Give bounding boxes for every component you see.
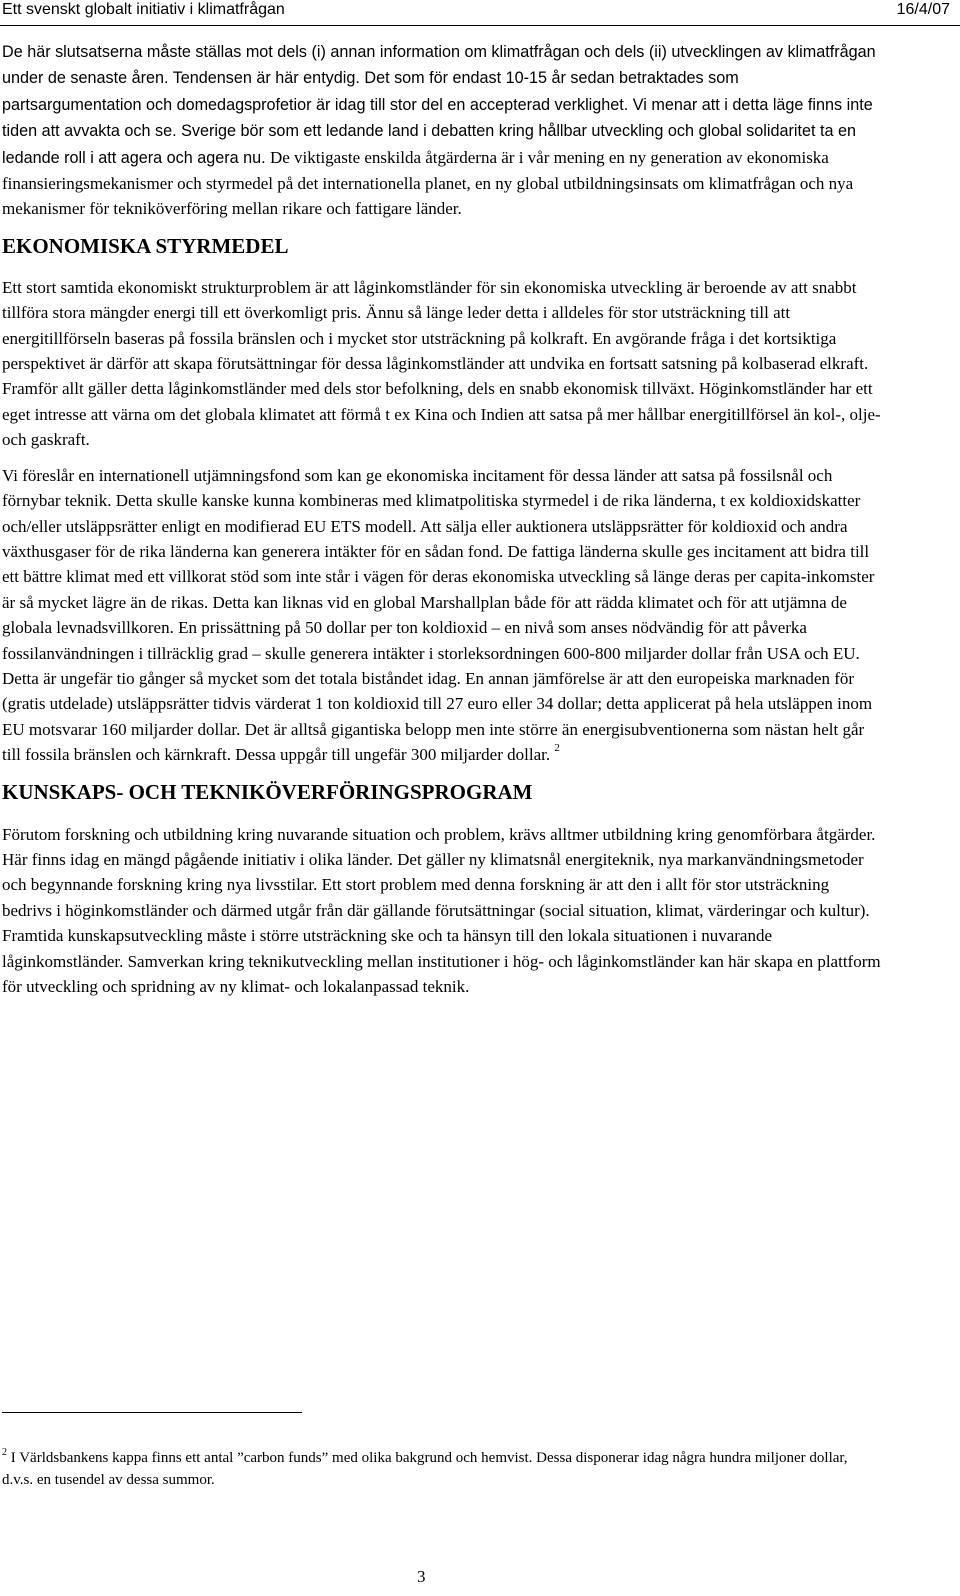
- footnote: [2, 1447, 882, 1491]
- footnote-divider: [2, 1412, 302, 1413]
- document-title: Ett svenskt globalt initiativ i klimatfrågan: [2, 1, 285, 18]
- section-heading-ekonomiska-styrmedel: EKONOMISKA STYRMEDEL: [2, 233, 289, 258]
- section-heading-kunskaps-och-teknikoverforingsprogram: KUNSKAPS- OCH TEKNIKÖVERFÖRINGSPROGRAM: [2, 779, 533, 804]
- section2-paragraph-1: Förutom forskning och utbildning kring nuvarande situation och problem, krävs alltmer utbildning kring genomförbara åtgärder. Här finns idag en mängd pågående initiativ i olika länder. Det gäller ny klimatsnål energiteknik, nya markanvändningsmetoder och begynnande forskning kring nya livsstilar. Ett stort problem med denna forskning är att den i allt för stor utsträckning bedrivs i höginkomstländer och därmed utgår från där gällande förutsättningar (social situation, klimat, värderingar och kultur). Framtida kunskapsutveckling måste i större utsträckning ske och ta hänsyn till den lokala situationen i nuvarande låginkomstländer. Samverkan kring teknikutveckling mellan institutioner i hög- och låginkomstländer kan här skapa en plattform för utveckling och spridning av ny klimat- och lokalanpassad teknik.: [2, 824, 881, 996]
- page-number: 3: [417, 1567, 426, 1586]
- intro-text-sans: De här slutsatserna måste ställas mot dels (i) annan information om klimatfrågan och dels (ii) utvecklingen av klimatfrågan under de senaste åren. Tendensen är här entydig. Det som för endast 10-15 år sedan betraktades som partsargumentation och domedagsprofetior är idag till stor del en accepterad verklighet. Vi menar att i detta läge finns inte tiden att avvakta och se. Sverige bör som ett ledande land i debatten kring hållbar utveckling och global solidaritet ta en ledande roll i att agera och agera nu.: [2, 43, 876, 167]
- section1-paragraph-2: [2, 463, 882, 768]
- page-header: [0, 0, 960, 26]
- footnote-reference: 2: [554, 742, 560, 755]
- section1-paragraph-2-text: Vi föreslår en internationell utjämningsfond som kan ge ekonomiska incitament för dessa länder att satsa på fossilsnål och förnybar teknik. Detta skulle kanske kunna kombineras med klimatpolitiska styrmedel i de rika länderna, t ex koldioxidskatter och/eller utsläppsrätter enligt en modifierad EU ETS modell. Att sälja eller auktionera utsläppsrätter för koldioxid och andra växthusgaser för de rika länderna kan generera intäkter för en sådan fond. De fattiga länderna skulle ges incitament att bidra till ett bättre klimat med ett villkorat stöd som inte står i vägen för deras ekonomiska utveckling så länge deras per capita-inkomster är så mycket lägre än de rikas. Detta kan liknas vid en global Marshallplan både för att rädda klimatet och för att utjämna de globala levnadsvillkoren. En prissättning på 50 dollar per ton koldioxid – en nivå som anses nödvändig för att påverka fossilanvändningen i tillräcklig grad – skulle generera intäkter i storleksordningen 600-800 miljarder dollar från USA och EU. Detta är ungefär tio gånger så mycket som det totala biståndet idag. En annan jämförelse är att den europeiska marknaden för (gratis utdelade) utsläppsrätter tidvis värderat 1 ton koldioxid till 27 euro eller 34 dollar; detta applicerat på hela utsläppen inom EU motsvarar 160 miljarder dollar. Det är alltså gigantiska belopp men inte större än energisubventionerna som nästan helt går till fossila bränslen och kärnkraft. Dessa uppgår till ungefär 300 miljarder dollar.: [2, 465, 875, 765]
- document-body: [2, 39, 882, 999]
- intro-paragraph: [2, 39, 882, 222]
- header-divider: [0, 25, 960, 26]
- footnote-text: I Världsbankens kappa finns ett antal ”carbon funds” med olika bakgrund och hemvist. Dessa disponerar idag några hundra miljoner dollar, d.v.s. en tusendel av dessa summor.: [2, 1450, 848, 1488]
- section1-paragraph-1: Ett stort samtida ekonomiskt strukturproblem är att låginkomstländer för sin ekonomiska utveckling är beroende av att snabbt tillföra stora mängder energi till ett överkomligt pris. Ännu så länge leder detta i alldeles för stor utsträckning till att energitillförseln baseras på fossila bränslen och i mycket stor utsträckning på kolkraft. En avgörande fråga i det kortsiktiga perspektivet är därför att skapa förutsättningar för dessa låginkomstländer att undvika en fortsatt satsning på kolbaserad elkraft. Framför allt gäller detta låginkomstländer med dels stor befolkning, dels en snabb ekonomisk tillväxt. Höginkomstländer har ett eget intresse att värna om det globala klimatet att förmå t ex Kina och Indien att satsa på mer hållbar energitillförsel än kol-, olje- och gaskraft.: [2, 277, 881, 450]
- footnote-number: 2: [2, 1447, 7, 1458]
- intro-text-serif: De viktigaste enskilda åtgärderna är i vår mening en ny generation av ekonomiska finansieringsmekanismer och styrmedel på det internationella planet, en ny global utbildningsinsats om klimatfrågan och nya mekanismer för tekniköverföring mellan rikare och fattigare länder.: [2, 147, 854, 219]
- document-date: 16/4/07: [896, 1, 950, 18]
